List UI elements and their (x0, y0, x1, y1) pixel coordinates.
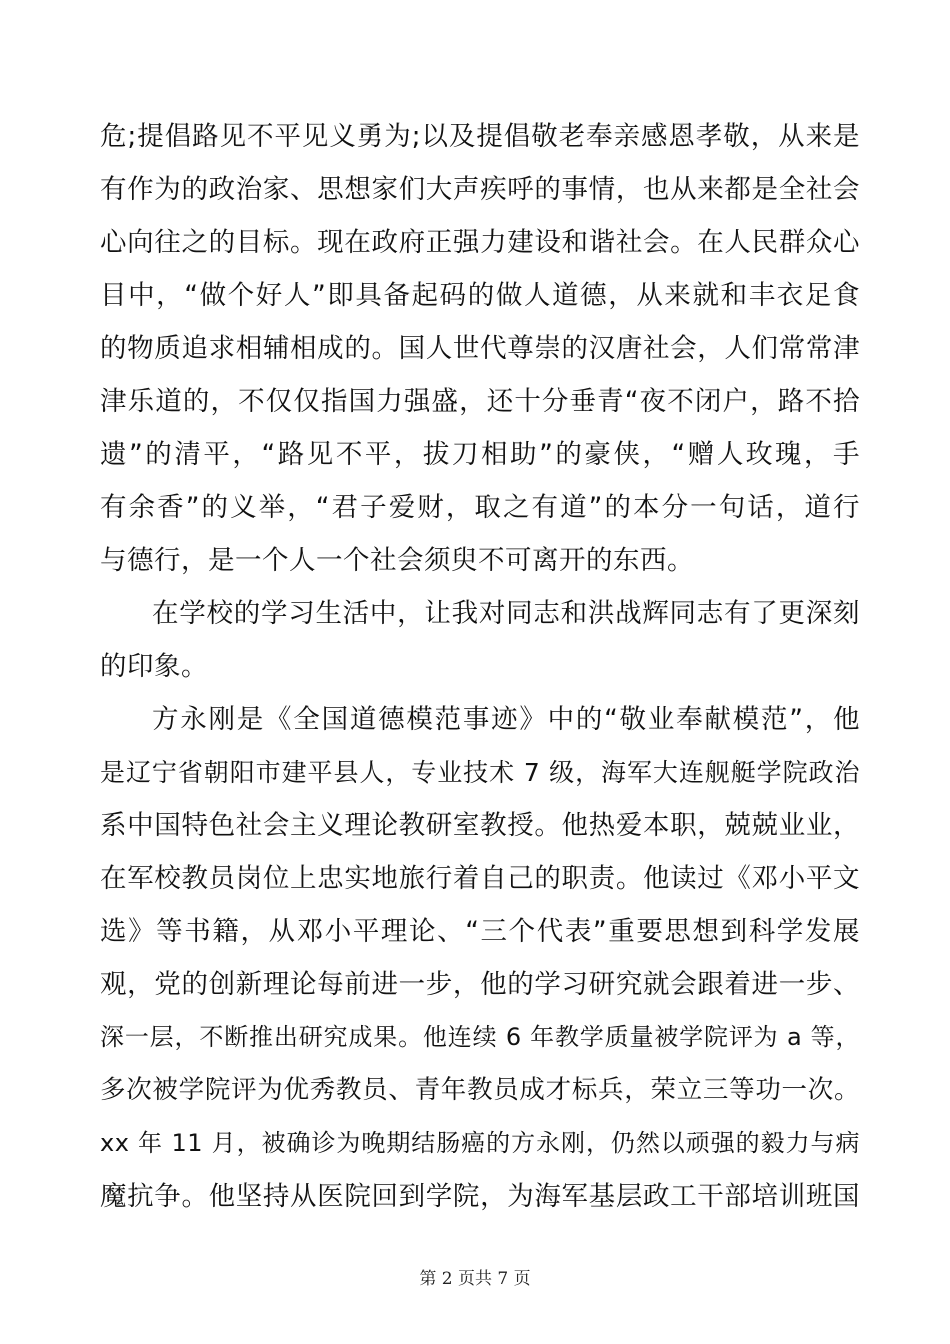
text-line: 目中，“做个好人”即具备起码的做人道德，从来就和丰衣足食 (100, 280, 860, 311)
body-text (100, 110, 860, 1223)
text-line: 心向往之的目标。现在政府正强力建设和谐社会。在人民群众心 (100, 227, 860, 258)
text-line: 方永刚是《全国道德模范事迹》中的“敬业奉献模范”，他 (152, 704, 860, 735)
text-line: 遗”的清平，“路见不平，拔刀相助”的豪侠，“赠人玫瑰，手 (100, 439, 860, 470)
text-line: 的印象。 (100, 651, 208, 682)
text-line: 津乐道的，不仅仅指国力强盛，还十分垂青“夜不闭户，路不拾 (100, 386, 860, 417)
text-line: 有余香”的义举，“君子爱财，取之有道”的本分一句话，道行 (100, 492, 860, 523)
text-line: 魔抗争。他坚持从医院回到学院，为海军基层政工干部培训班国 (100, 1181, 860, 1212)
page-number-footer: 第 2 页共 7 页 (419, 1269, 531, 1289)
text-line: 危;提倡路见不平见义勇为;以及提倡敬老奉亲感恩孝敬，从来是 (100, 121, 860, 152)
text-line: xx 年 11 月，被确诊为晚期结肠癌的方永刚，仍然以顽强的毅力与病 (100, 1129, 860, 1157)
text-line: 与德行，是一个人一个社会须臾不可离开的东西。 (100, 545, 694, 576)
text-line: 在军校教员岗位上忠实地旅行着自己的职责。他读过《邓小平文 (100, 863, 860, 894)
text-line: 是辽宁省朝阳市建平县人，专业技术 7 级，海军大连舰艇学院政治 (100, 758, 860, 787)
text-line: 观，党的创新理论每前进一步，他的学习研究就会跟着进一步、 (100, 969, 860, 1000)
text-line: 系中国特色社会主义理论教研室教授。他热爱本职，兢兢业业， (100, 810, 860, 841)
text-line: 在学校的学习生活中，让我对同志和洪战辉同志有了更深刻 (152, 598, 860, 629)
text-line: 多次被学院评为优秀教员、青年教员成才标兵，荣立三等功一次。 (100, 1075, 860, 1105)
text-line: 选》等书籍，从邓小平理论、“三个代表”重要思想到科学发展 (100, 916, 860, 947)
text-line: 的物质追求相辅相成的。国人世代尊崇的汉唐社会，人们常常津 (100, 333, 860, 364)
text-line: 有作为的政治家、思想家们大声疾呼的事情，也从来都是全社会 (100, 174, 860, 205)
text-line: 深一层，不断推出研究成果。他连续 6 年教学质量被学院评为 a 等， (100, 1023, 860, 1051)
